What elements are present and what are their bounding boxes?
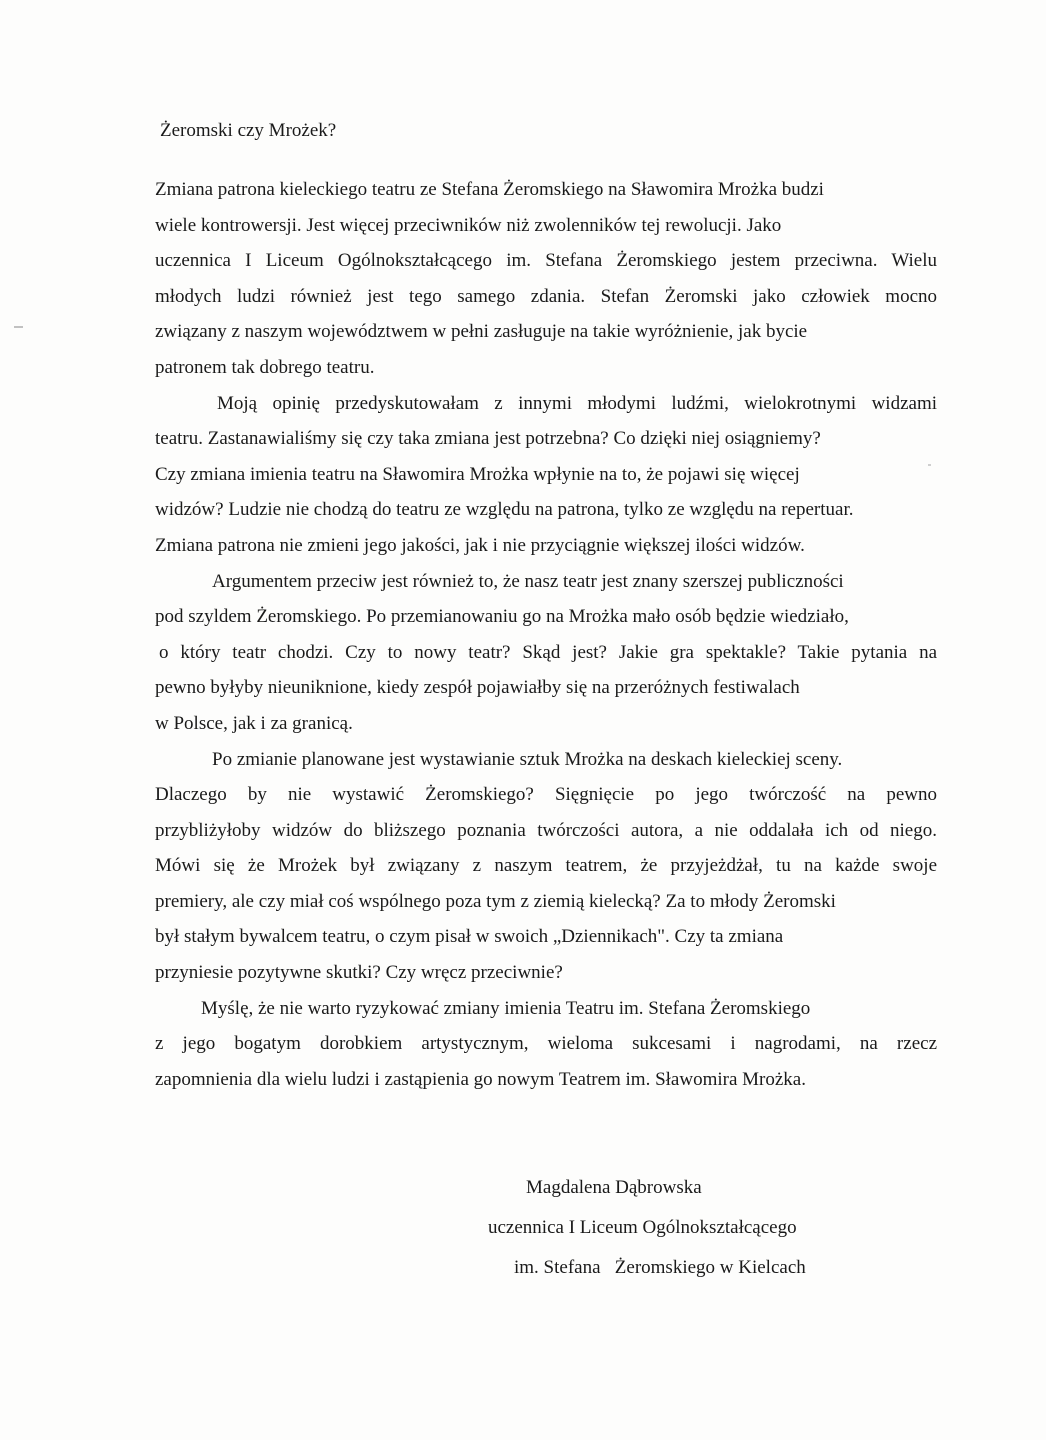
text-line: Czy zmiana imienia teatru na Sławomira Mrożka wpłynie na to, że pojawi się więcej [155,463,800,485]
text-line: z jego bogatym dorobkiem artystycznym, wieloma sukcesami i nagrodami, na rzecz [155,1033,937,1055]
text-line: patronem tak dobrego teatru. [155,356,375,378]
text-line: widzów? Ludzie nie chodzą do teatru ze względu na patrona, tylko ze względu na repertuar. [155,499,854,521]
text-line: Zmiana patrona nie zmieni jego jakości, jak i nie przyciągnie większej ilości widzów. [155,534,805,556]
text-line: pewno byłyby nieuniknione, kiedy zespół pojawiałby się na przeróżnych festiwalach [155,677,800,699]
text-line: Dlaczego by nie wystawić Żeromskiego? Sięgnięcie po jego twórczość na pewno [155,784,937,806]
text-line: przybliżyłoby widzów do bliższego poznania twórczości autora, a nie oddalała ich od niego. [155,819,937,841]
text-line: o który teatr chodzi. Czy to nowy teatr? Skąd jest? Jakie gra spektakle? Takie pytania na [159,641,937,663]
text-line: Argumentem przeciw jest również to, że nasz teatr jest znany szerszej publiczności [212,570,844,592]
text-line: Po zmianie planowane jest wystawianie sztuk Mrożka na deskach kieleckiej sceny. [212,748,843,770]
text-line: pod szyldem Żeromskiego. Po przemianowaniu go na Mrożka mało osób będzie wiedziało, [155,606,849,628]
scan-artifact [14,326,23,328]
text-line: Mówi się że Mrożek był związany z naszym teatrem, że przyjeżdżał, tu na każde swoje [155,855,937,877]
text-line: przyniesie pozytywne skutki? Czy wręcz przeciwnie? [155,962,563,984]
author-name: Magdalena Dąbrowska [526,1177,702,1198]
author-school: im. Stefana Żeromskiego w Kielcach [514,1257,806,1278]
text-line: wiele kontrowersji. Jest więcej przeciwników niż zwolenników tej rewolucji. Jako [155,214,782,236]
signature-block [488,1168,806,1288]
text-line: uczennica I Liceum Ogólnokształcącego im. Stefana Żeromskiego jestem przeciwna. Wielu [155,250,937,272]
text-line: młodych ludzi również jest tego samego zdania. Stefan Żeromski jako człowiek mocno [155,285,937,307]
text-line: w Polsce, jak i za granicą. [155,712,353,734]
author-role: uczennica I Liceum Ogólnokształcącego [488,1217,797,1238]
letter-body [155,172,937,1097]
text-line: związany z naszym województwem w pełni zasługuje na takie wyróżnienie, jak bycie [155,321,808,343]
text-line: Moją opinię przedyskutowałam z innymi młodymi ludźmi, wielokrotnymi widzami [217,392,937,414]
text-line: zapomnienia dla wielu ludzi i zastąpienia go nowym Teatrem im. Sławomira Mrożka. [155,1068,806,1090]
text-line: Zmiana patrona kieleckiego teatru ze Stefana Żeromskiego na Sławomira Mrożka budzi [155,179,824,200]
text-line: premiery, ale czy miał coś wspólnego poza tym z ziemią kielecką? Za to młody Żeromski [155,890,836,912]
text-line: Myślę, że nie warto ryzykować zmiany imienia Teatru im. Stefana Żeromskiego [201,997,811,1019]
text-line: był stałym bywalcem teatru, o czym pisał w swoich „Dziennikach". Czy ta zmiana [155,926,784,948]
document-title: Żeromski czy Mrożek? [160,120,337,141]
text-line: teatru. Zastanawialiśmy się czy taka zmiana jest potrzebna? Co dzięki niej osiągniemy? [155,428,821,450]
